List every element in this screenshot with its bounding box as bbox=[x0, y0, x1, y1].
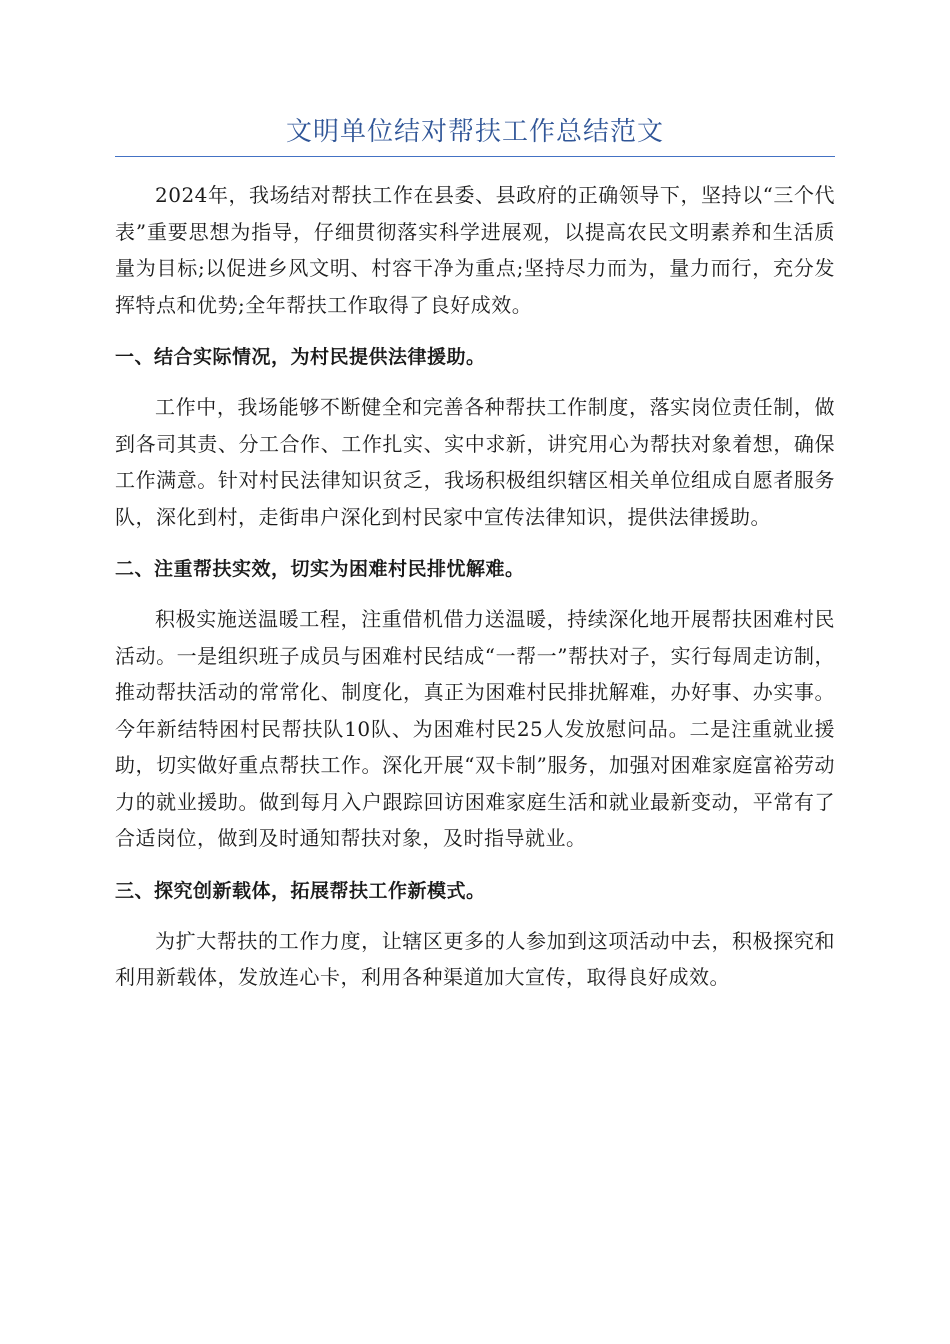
section-2-heading: 二、注重帮扶实效，切实为困难村民排忧解难。 bbox=[115, 558, 525, 580]
section-3-body: 为扩大帮扶的工作力度，让辖区更多的人参加到这项活动中去，积极探究和利用新载体，发放连心卡，利用各种渠道加大宣传，取得良好成效。 bbox=[115, 928, 835, 989]
section-1-heading: 一、结合实际情况，为村民提供法律援助。 bbox=[115, 346, 486, 368]
intro-paragraph: 2024年，我场结对帮扶工作在县委、县政府的正确领导下，坚持以“三个代表”重要思想为指导，仔细贯彻落实科学进展观，以提高农民文明素养和生活质量为目标;以促进乡风文明、村容干净为重点;坚持尽力而为，量力而行，充分发挥特点和优势;全年帮扶工作取得了良好成效。 bbox=[115, 183, 835, 317]
section-3-heading: 三、探究创新载体，拓展帮扶工作新模式。 bbox=[115, 879, 486, 902]
section-2-body: 积极实施送温暖工程，注重借机借力送温暖，持续深化地开展帮扶困难村民活动。一是组织班子成员与困难村民结成“一帮一”帮扶对子，实行每周走访制，推动帮扶活动的常常化、制度化，真正为困难村民排扰解难，办好事、办实事。今年新结特困村民帮扶队10队、为困难村民25人发放慰问品。二是注重就业援助，切实做好重点帮扶工作。深化开展“双卡制”服务，加强对困难家庭富裕劳动力的就业援助。做到每月入户跟踪回访困难家庭生活和就业最新变动，平常有了合适岗位，做到及时通知帮扶对象，及时指导就业。 bbox=[115, 607, 835, 850]
section-1-body: 工作中，我场能够不断健全和完善各种帮扶工作制度，落实岗位责任制，做到各司其责、分工合作、工作扎实、实中求新，讲究用心为帮扶对象着想，确保工作满意。针对村民法律知识贫乏，我场积极组织辖区相关单位组成自愿者服务队，深化到村，走街串户深化到村民家中宣传法律知识，提供法律援助。 bbox=[115, 395, 835, 529]
document-title: 文明单位结对帮扶工作总结范文 bbox=[115, 110, 835, 157]
document-page bbox=[115, 110, 835, 996]
